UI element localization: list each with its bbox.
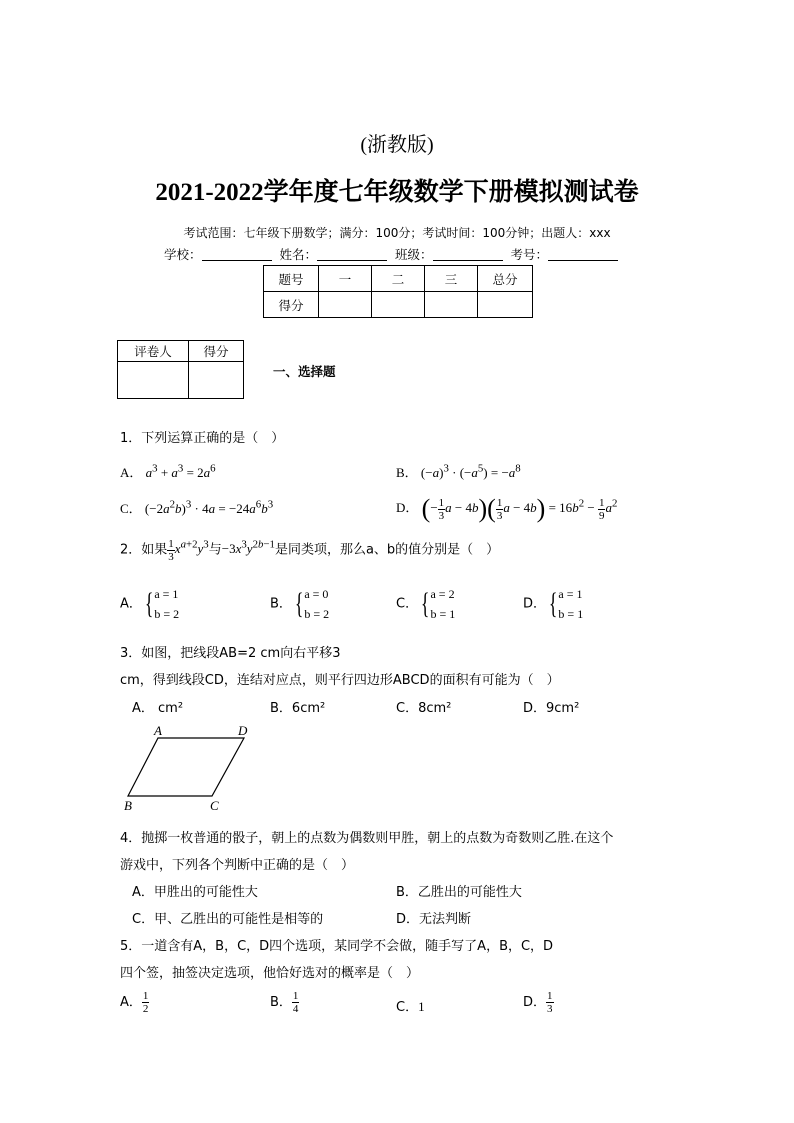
q3-option-c[interactable]: C．8cm² — [396, 701, 452, 716]
denominator: 4 — [292, 1003, 299, 1015]
q2-stem — [120, 538, 499, 563]
brace: { — [420, 587, 430, 620]
vertex-label-a: A — [154, 723, 162, 738]
option-label: A． — [120, 596, 142, 612]
school-blank[interactable] — [202, 248, 272, 261]
grader-header-cell: 得分 — [189, 341, 244, 362]
q2-prefix: 2．如果 — [120, 542, 168, 558]
fraction — [142, 990, 150, 1015]
exam-number-blank[interactable] — [548, 248, 618, 261]
denominator: 3 — [547, 1003, 553, 1015]
class-label: 班级： — [395, 247, 433, 262]
grader-table — [117, 340, 244, 399]
grader-score-cell[interactable] — [189, 362, 244, 399]
q2-option-b[interactable] — [270, 584, 329, 624]
fraction — [546, 990, 554, 1015]
q5-option-c-value: 1 — [418, 999, 425, 1014]
q1-option-a-formula: $a^3 + a^3 = 2a^6$ — [145, 462, 216, 480]
parallelogram-abcd — [128, 738, 244, 796]
q2-eq-b: b = 1 — [430, 607, 456, 621]
q2-eq-a: a = 1 — [154, 587, 179, 601]
q2-eq-a: a = 1 — [558, 587, 583, 601]
score-cell[interactable] — [425, 292, 478, 318]
q2-eq-a: a = 2 — [430, 587, 455, 601]
numerator: 1 — [292, 990, 299, 1002]
q2-option-d[interactable] — [523, 584, 583, 624]
q4-option-a[interactable]: A．甲胜出的可能性大 — [132, 885, 258, 900]
q1-option-b[interactable] — [396, 462, 521, 481]
score-cell[interactable] — [372, 292, 425, 318]
score-cell[interactable] — [478, 292, 533, 318]
score-header-cell: 三 — [425, 266, 478, 292]
score-table — [263, 265, 533, 318]
q2-eq-b: b = 2 — [304, 607, 330, 621]
exam-number-label: 考号： — [510, 247, 549, 262]
class-blank[interactable] — [433, 248, 503, 261]
option-label: D． — [396, 499, 419, 515]
student-info-fields — [164, 245, 618, 263]
q5-line-2: 四个签，抽签决定选项，他恰好选对的概率是（ ） — [120, 966, 420, 981]
vertex-label-c: C — [210, 798, 219, 813]
score-row-label: 得分 — [264, 292, 319, 318]
q5-option-a[interactable] — [120, 990, 149, 1015]
q3-option-b[interactable]: B．6cm² — [270, 701, 326, 716]
score-cell[interactable] — [319, 292, 372, 318]
q1-option-b-formula: $(-a)^3 \cdot (-a^5) = -a^8$ — [420, 462, 521, 480]
q2-eq-a: a = 0 — [304, 587, 329, 601]
numerator: 1 — [142, 990, 149, 1002]
q2-suffix: 是同类项，那么a、b的值分别是（ ） — [274, 542, 500, 558]
q4-option-c[interactable]: C．甲、乙胜出的可能性是相等的 — [132, 912, 324, 927]
option-label: D． — [523, 596, 547, 612]
score-header-cell: 一 — [319, 266, 372, 292]
q5-option-c[interactable] — [396, 996, 425, 1015]
vertex-label-d: D — [238, 723, 248, 738]
q4-option-b[interactable]: B．乙胜出的可能性大 — [396, 885, 522, 900]
brace: { — [294, 587, 304, 620]
name-blank[interactable] — [317, 248, 387, 261]
fraction — [292, 990, 300, 1015]
q4-line-1: 4．抛掷一枚普通的骰子，朝上的点数为偶数则甲胜，朝上的点数为奇数则乙胜.在这个 — [120, 831, 614, 846]
section-title: 一、选择题 — [273, 364, 336, 379]
school-label: 学校： — [164, 247, 202, 262]
q4-option-d[interactable]: D．无法判断 — [396, 912, 472, 927]
grader-header-row — [118, 341, 244, 362]
parallelogram-figure — [118, 722, 258, 814]
q5-option-b[interactable] — [270, 990, 299, 1015]
option-label: B． — [270, 596, 292, 612]
score-table-header-row — [264, 266, 533, 292]
q2-eq-b: b = 2 — [154, 607, 180, 621]
q3-line-2: cm，得到线段CD，连结对应点，则平行四边形ABCD的面积有可能为（ ） — [120, 673, 560, 688]
q3-option-a[interactable]: A． cm² — [132, 701, 184, 716]
q1-option-a[interactable] — [120, 462, 216, 481]
exam-title: 2021-2022学年度七年级数学下册模拟测试卷 — [155, 179, 639, 206]
score-header-cell: 二 — [372, 266, 425, 292]
q2-mid: 与 — [208, 542, 222, 558]
grader-row — [118, 362, 244, 399]
q2-option-c[interactable] — [396, 584, 455, 624]
exam-info: 考试范围：七年级下册数学；满分：100分；考试时间：100分钟；出题人：xxx — [183, 226, 611, 240]
score-header-cell: 总分 — [478, 266, 533, 292]
name-label: 姓名： — [279, 247, 318, 262]
option-label: C． — [396, 596, 419, 612]
score-header-cell: 题号 — [264, 266, 319, 292]
grader-header-cell: 评卷人 — [118, 341, 189, 362]
option-label: B． — [396, 465, 418, 480]
q3-option-d[interactable]: D．9cm² — [523, 701, 580, 716]
option-label: B． — [270, 995, 292, 1010]
option-label: C． — [120, 501, 142, 516]
q1-option-c[interactable] — [120, 498, 273, 517]
q2-term-1: $\frac{1}{3}$ $x^{a+2}y^3$ — [168, 538, 209, 563]
grader-cell[interactable] — [118, 362, 189, 399]
q1-option-c-formula: $(-2a^2b)^3 \cdot 4a = -24a^6b^3$ — [144, 498, 274, 516]
brace: { — [548, 587, 558, 620]
option-label: D． — [523, 995, 547, 1010]
publisher-label: (浙教版) — [360, 134, 434, 156]
q4-line-2: 游戏中，下列各个判断中正确的是（ ） — [120, 858, 355, 873]
q1-stem: 1．下列运算正确的是（ ） — [120, 431, 285, 446]
q2-option-a[interactable] — [120, 584, 179, 624]
q5-option-d[interactable] — [523, 990, 554, 1015]
q3-line-1: 3．如图，把线段AB=2 cm向右平移3 — [120, 646, 341, 661]
vertex-label-b: B — [124, 798, 132, 813]
q1-option-d-formula: (− $\frac{1}{3}$ a − 4b)( $\frac{1}{3}$ $a - 4b) = 16b^2$ − $\frac{1}{9}$ $a^2$ — [421, 494, 618, 523]
denominator: 2 — [142, 1003, 149, 1015]
option-label: A． — [120, 995, 142, 1010]
q2-eq-b: b = 1 — [558, 607, 584, 621]
q5-line-1: 5．一道含有A，B，C，D四个选项，某同学不会做，随手写了A，B，C，D — [120, 939, 554, 954]
q1-option-d[interactable] — [396, 494, 617, 524]
option-label: C． — [396, 1000, 419, 1015]
numerator: 1 — [547, 990, 553, 1002]
brace: { — [144, 587, 154, 620]
option-label: A． — [120, 465, 143, 480]
q2-term-2: $-3x^3y^{2b-1}$ — [221, 539, 275, 557]
score-table-row — [264, 292, 533, 318]
